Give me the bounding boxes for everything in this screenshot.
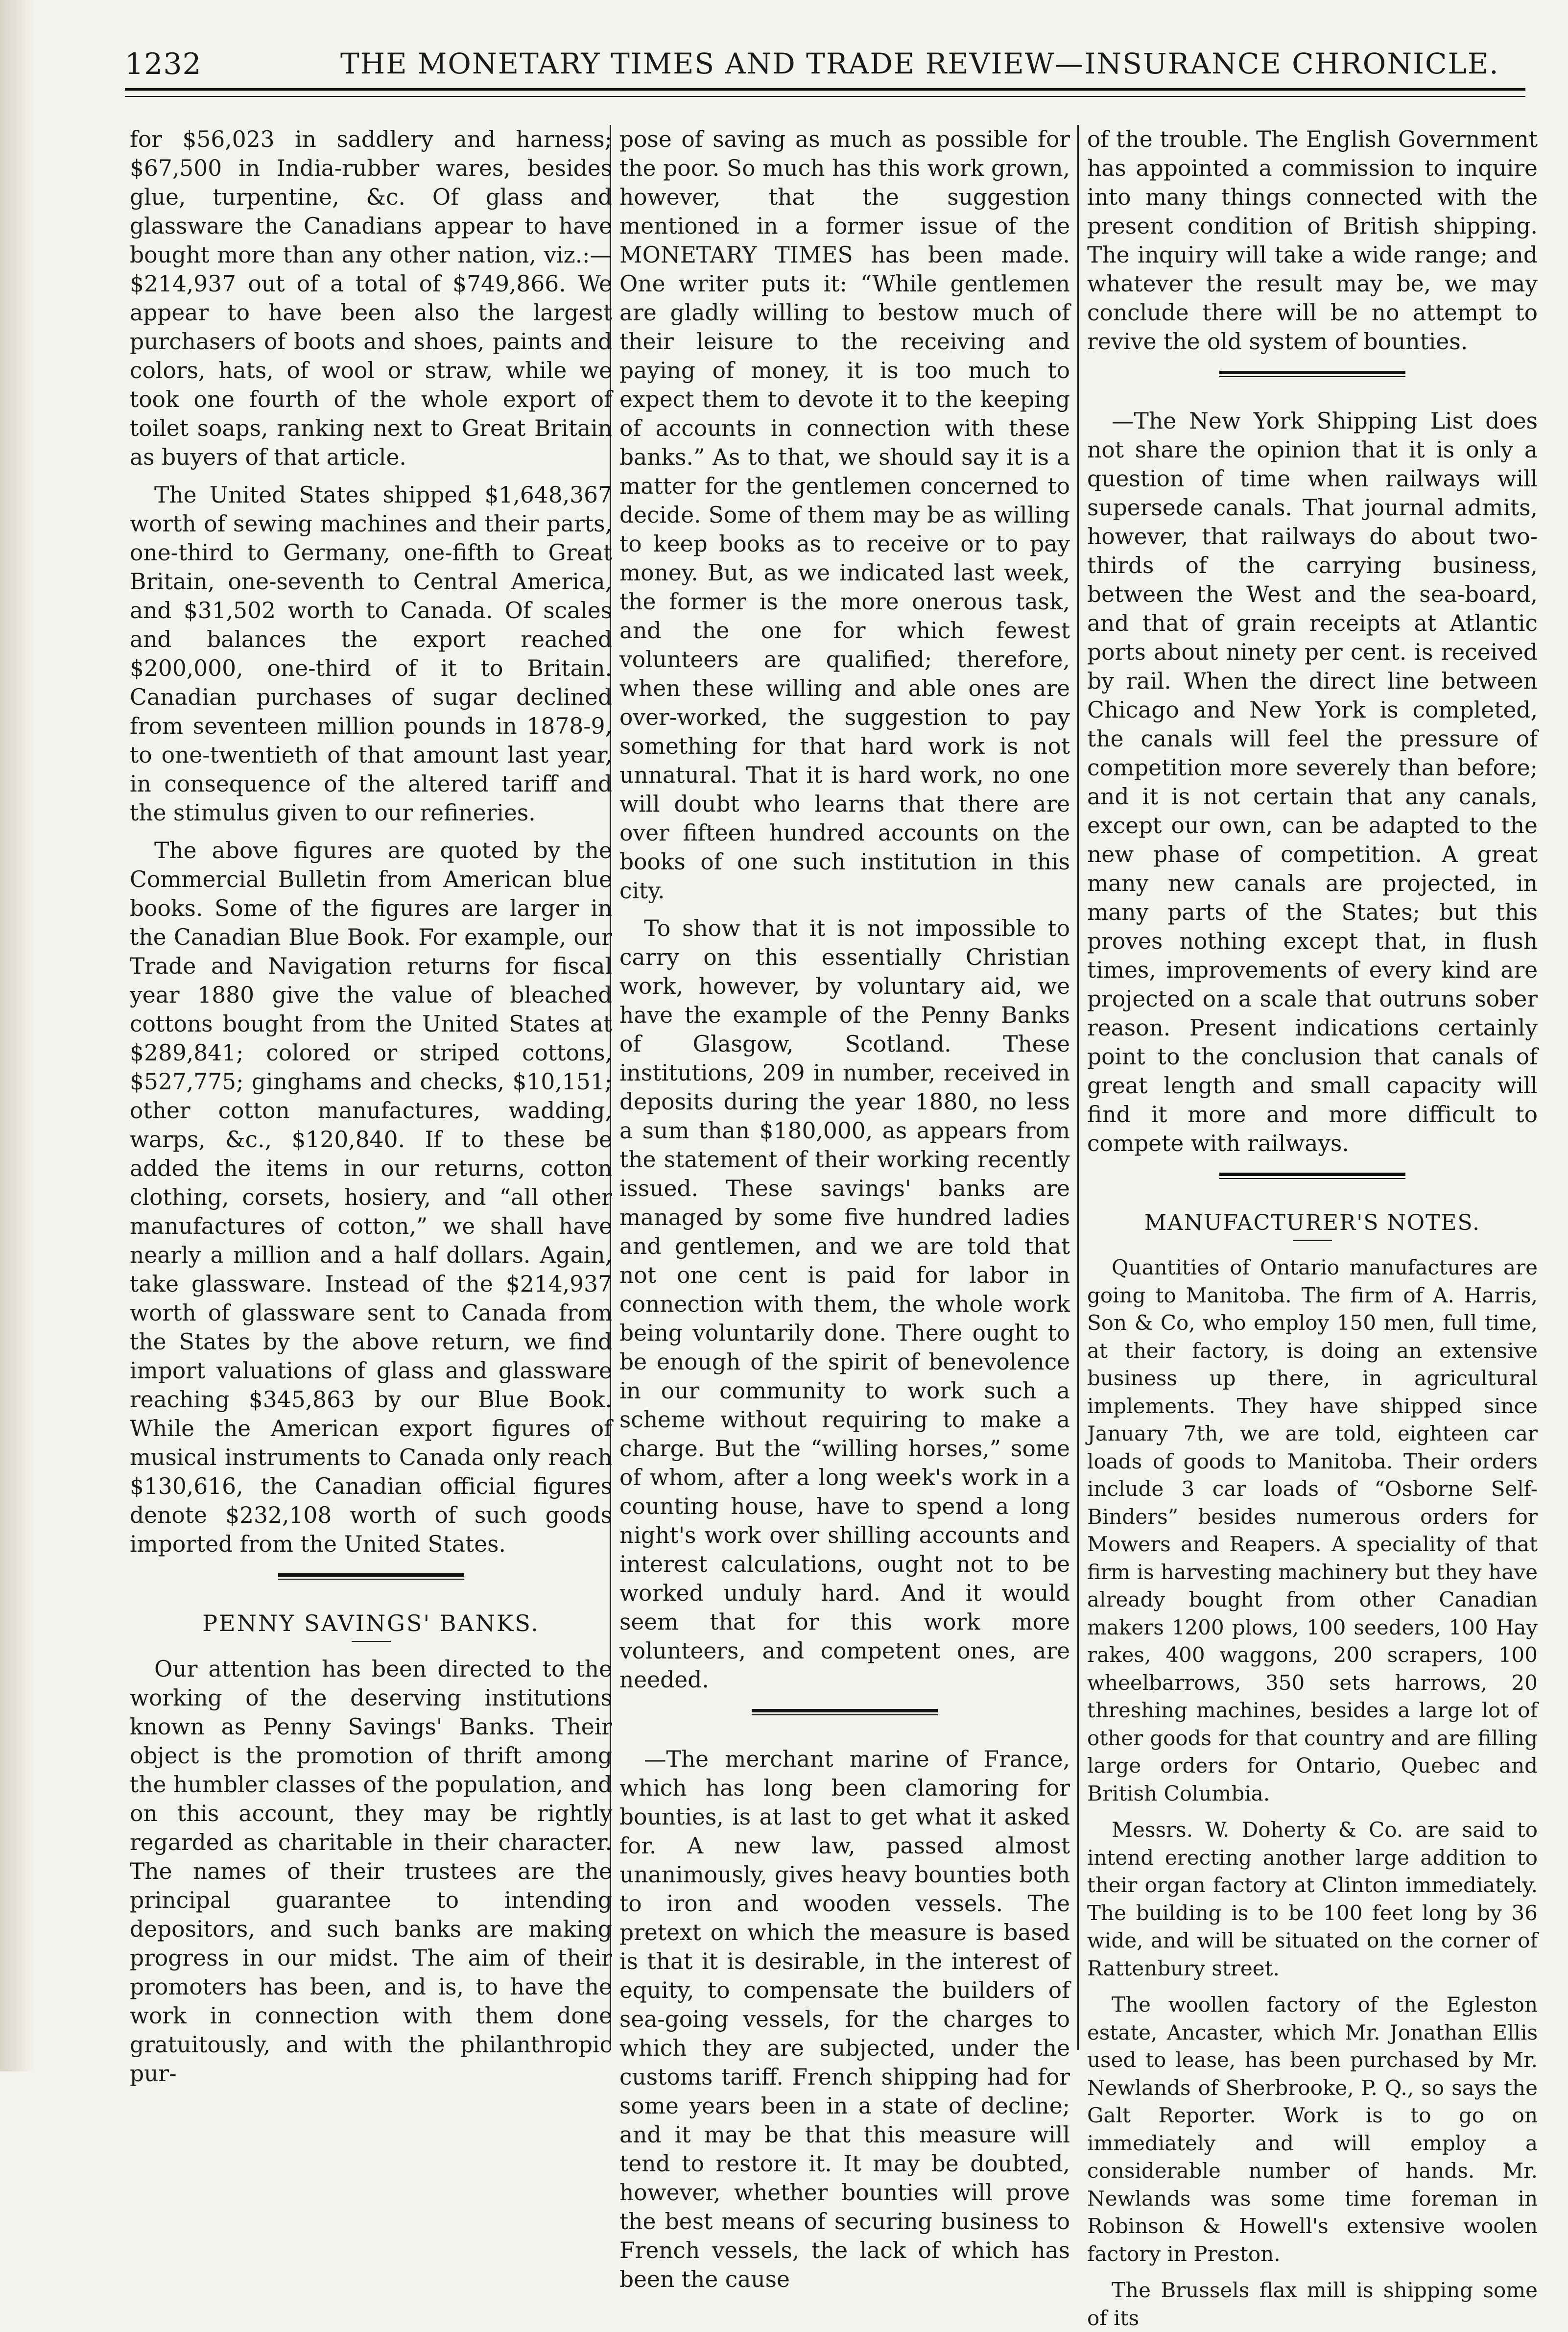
paragraph: for $56,023 in saddlery and harness; $67,500 in India-rubber wares, besides glue, turpentine, &c. Of glass and glassware the Canadians appear to have bought more than any other nation, viz.:— $214,937 out of a total of $749,866. We appear to have been also the largest purchasers of boots and shoes, paints and colors, hats, of wool or straw, while we took one fourth of the whole export of toilet soaps, ranking next to Great Britain as buyers of that article.	[130, 126, 612, 470]
running-title: THE MONETARY TIMES AND TRADE REVIEW—INSURANCE CHRONICLE.	[340, 47, 1499, 80]
page-header	[125, 43, 1525, 87]
binding-edge	[0, 0, 34, 2071]
manufacturers-notes	[1087, 1254, 1538, 2332]
section-title-manufacturers-notes: MANUFACTURER'S NOTES.	[1144, 1210, 1481, 1235]
section-divider	[278, 1573, 464, 1580]
column-3	[1068, 125, 1538, 2330]
paragraph: To show that it is not impossible to carry on this essentially Christian work, however, by voluntary aid, we have the example of the Penny Banks of Glasgow, Scotland. These institutions, 209 in number, received in deposits during the year 1880, no less a sum than $180,000, as appears from the statement of their working recently issued. These savings' banks are managed by some five hundred ladies and gentlemen, and we are told that not one cent is paid for labor in connection with them, the whole work being voluntarily done. There ought to be enough of the spirit of benevolence in our community to work such a scheme without requiring to make a charge. But the “willing horses,” some of whom, after a long week's work in a counting house, have to spend a long night's work over shilling accounts and interest calculations, ought not to be worked unduly hard. And it would seem that for this work more volunteers, and competent ones, are needed.	[619, 915, 1070, 1693]
section-title-penny-savings-banks: PENNY SAVINGS' BANKS.	[202, 1610, 540, 1636]
paragraph: Quantities of Ontario manufactures are going to Manitoba. The firm of A. Harris, Son & Co, who employ 150 men, full time, at their factory, is doing an extensive business up there, in agricultural implements. They have shipped since January 7th, we are told, eighteen car loads of goods to Manitoba. Their orders include 3 car loads of “Osborne Self-Binders” besides numerous orders for Mowers and Reapers. A speciality of that firm is harvesting machinery but they have already bought from other Canadian makers 1200 plows, 100 seeders, 100 Hay rakes, 400 waggons, 200 scrapers, 100 wheelbarrows, 350 sets harrows, 20 threshing machines, besides a large lot of other goods for that country and are filling large orders for Ontario, Quebec and British Columbia.	[1087, 1255, 1538, 1805]
paragraph: The United States shipped $1,648,367 worth of sewing machines and their parts, one-third to Germany, one-fifth to Great Britain, one-seventh to Central America, and $31,502 worth to Canada. Of scales and balances the export reached $200,000, one-third of it to Britain. Canadian purchases of sugar declined from seventeen million pounds in 1878-9, to one-twentieth of that amount last year, in consequence of the altered tariff and the stimulus given to our refineries.	[130, 482, 612, 826]
section-divider	[1219, 371, 1405, 377]
paragraph: pose of saving as much as possible for the poor. So much has this work grown, however, that the suggestion mentioned in a former issue of the MONETARY TIMES has been made. One writer puts it: “While gentlemen are gladly willing to bestow much of their leisure to the receiving and paying of money, it is too much to expect them to devote it to the keeping of accounts in connection with these banks.” As to that, we should say it is a matter for the gentlemen concerned to decide. Some of them may be as willing to keep books as to receive or to pay money. But, as we indicated last week, the former is the more onerous task, and the one for which fewest volunteers are qualified; therefore, when these willing and able ones are over-worked, the suggestion to pay something for that hard work is not unnatural. That it is hard work, no one will doubt who learns that there are over fifteen hundred accounts on the books of one such institution in this city.	[619, 126, 1070, 904]
page-number: 1232	[125, 47, 202, 81]
title-rule	[1293, 1240, 1332, 1241]
paragraph: The Brussels flax mill is shipping some of its	[1087, 2278, 1538, 2330]
column-2	[600, 125, 1070, 2292]
paragraph: The above figures are quoted by the Commercial Bulletin from American blue books. Some of the figures are larger in the Canadian Blue Book. For example, our Trade and Navigation returns for fiscal year 1880 give the value of bleached cottons bought from the United States at $289,841; colored or striped cottons, $527,775; ginghams and checks, $10,151; other cotton manufactures, wadding, warps, &c., $120,840. If to these be added the items in our returns, cotton clothing, corsets, hosiery, and “all other manufactures of cotton,” we shall have nearly a million and a half dollars. Again, take glassware. Instead of the $214,937 worth of glassware sent to Canada from the States by the above return, we find import valuations of glass and glassware reaching $345,863 by our Blue Book. While the American export figures of musical instruments to Canada only reach $130,616, the Canadian official figures denote $232,108 worth of such goods imported from the United States.	[130, 838, 612, 1557]
paragraph: of the trouble. The English Government has appointed a commission to inquire into many things connected with the present condition of British shipping. The inquiry will take a wide range; and whatever the result may be, we may conclude there will be no attempt to revive the old system of bounties.	[1087, 126, 1538, 355]
title-rule	[352, 1641, 391, 1642]
paragraph: —The New York Shipping List does not share the opinion that it is only a question of time when railways will supersede canals. That journal admits, however, that railways do about two-thirds of the carrying business, between the West and the sea-board, and that of grain receipts at Atlantic ports about ninety per cent. is received by rail. When the direct line between Chicago and New York is completed, the canals will feel the pressure of competition more severely than before; and it is not certain that any canals, except our own, can be adapted to the new phase of competition. A great many new canals are projected, in many parts of the States; but this proves nothing except that, in flush times, improvements of every kind are projected on a scale that outruns sober reason. Present indications certainly point to the conclusion that canals of great length and small capacity will find it more and more difficult to compete with railways.	[1087, 408, 1538, 1156]
header-rule	[125, 88, 1525, 91]
column-1	[130, 125, 612, 2087]
section-divider	[752, 1709, 938, 1715]
section-divider	[1219, 1173, 1405, 1179]
paragraph: Our attention has been directed to the working of the deserving institutions known as Penny Savings' Banks. Their object is the promotion of thrift among the humbler classes of the population, and on this account, they may be rightly regarded as charitable in their character. The names of their trustees are the principal guarantee to intending depositors, and such banks are making progress in our midst. The aim of their promoters has been, and is, to have the work in connection with them done gratuitously, and with the philanthropic pur-	[130, 1656, 612, 2087]
paragraph: The woollen factory of the Egleston estate, Ancaster, which Mr. Jonathan Ellis used to lease, has been purchased by Mr. Newlands of Sherbrooke, P. Q., so says the Galt Reporter. Work is to go on immediately and will employ a considerable number of hands. Mr. Newlands was some time foreman in Robinson & Howell's extensive woolen factory in Preston.	[1087, 1993, 1538, 2266]
paragraph: Messrs. W. Doherty & Co. are said to intend erecting another large addition to their organ factory at Clinton immediately. The building is to be 100 feet long by 36 wide, and will be situated on the corner of Rattenbury street.	[1087, 1818, 1538, 1980]
paragraph: —The merchant marine of France, which has long been clamoring for bounties, is at last to get what it asked for. A new law, passed almost unanimously, gives heavy bounties both to iron and wooden vessels. The pretext on which the measure is based is that it is desirable, in the interest of equity, to compensate the builders of sea-going vessels, for the charges to which they are subjected, under the customs tariff. French shipping had for some years been in a state of decline; and it may be that this measure will tend to restore it. It may be doubted, however, whether bounties will prove the best means of securing business to French vessels, the lack of which has been the cause	[619, 1746, 1070, 2292]
header-rule-thin	[125, 96, 1525, 97]
